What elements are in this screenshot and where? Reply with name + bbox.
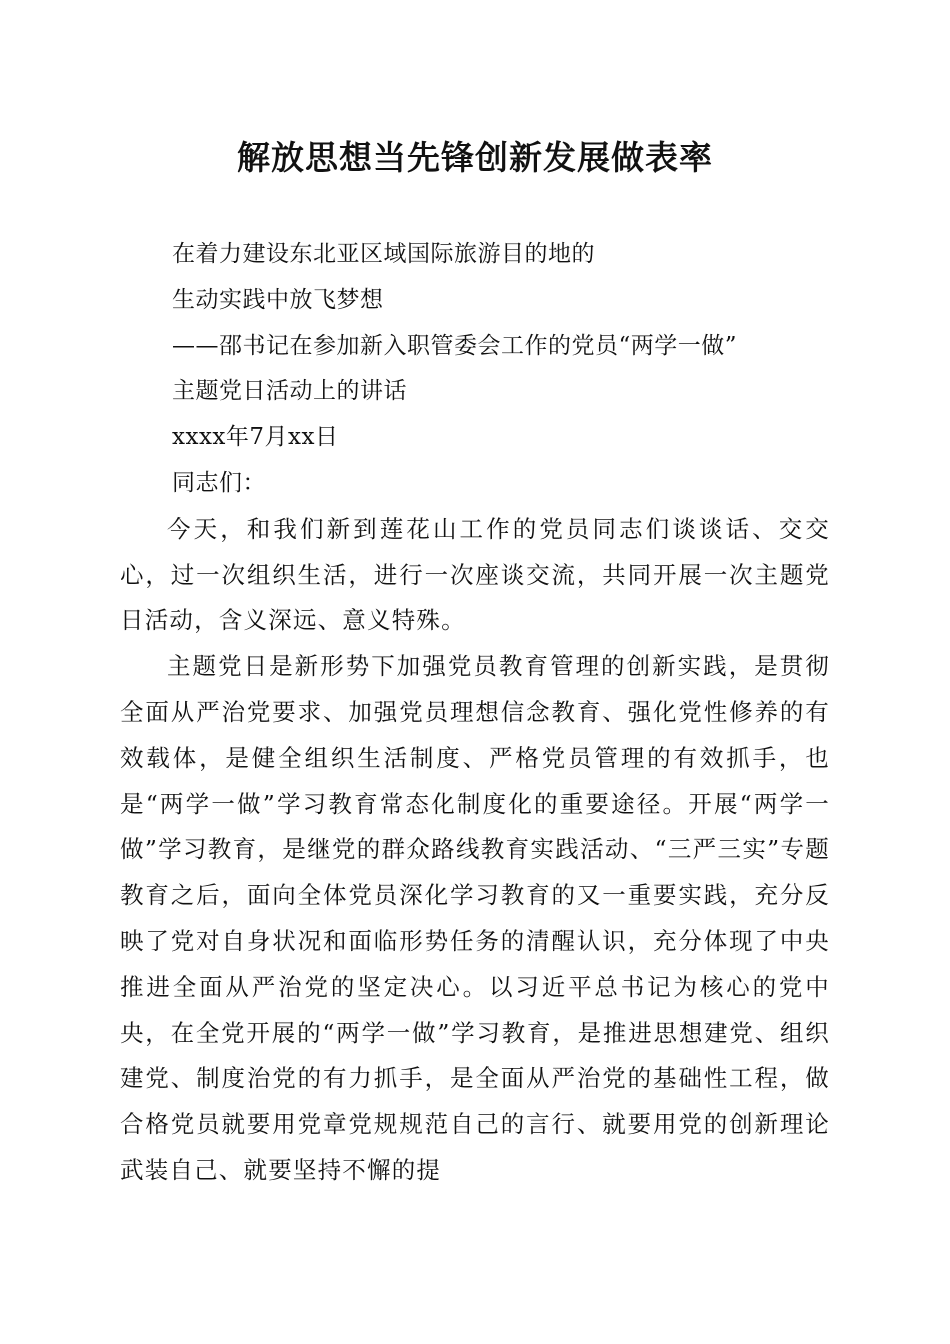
subtitle-line-2: 生动实践中放飞梦想 <box>172 286 384 313</box>
subtitle-line-1: 在着力建设东北亚区域国际旅游目的地的 <box>172 241 595 267</box>
document-body <box>120 232 830 1194</box>
body-paragraph-2: 主题党日是新形势下加强党员教育管理的创新实践，是贯彻全面从严治党要求、加强党员理想信念教育、强化党性修养的有效载体，是健全组织生活制度、严格党员管理的有效抓手，也是“两学一做”学习教育常态化制度化的重要途径。开展“两学一做”学习教育，是继党的群众路线教育实践活动、“三严三实”专题教育之后，面向全体党员深化学习教育的又一重要实践，充分反映了党对自身状况和面临形势任务的清醒认识，充分体现了中央推进全面从严治党的坚定决心。以习近平总书记为核心的党中央，在全党开展的“两学一做”学习教育，是推进思想建党、组织建党、制度治党的有力抓手，是全面从严治党的基础性工程，做合格党员就要用党章党规规范自己的言行、就要用党的创新理论武装自己、就要坚持不懈的提 <box>120 652 830 1184</box>
subtitle-line-3: ——邵书记在参加新入职管委会工作的党员“两学一做” <box>172 332 738 359</box>
subtitle-line-4: 主题党日活动上的讲话 <box>172 378 407 405</box>
document-title: 解放思想当先锋创新发展做表率 <box>237 138 713 177</box>
salutation: 同志们： <box>172 469 266 496</box>
body-paragraph-1: 今天，和我们新到莲花山工作的党员同志们谈谈话、交交心，过一次组织生活，进行一次座谈交流，共同开展一次主题党日活动，含义深远、意义特殊。 <box>120 514 830 635</box>
speech-date: xxxx年7月xx日 <box>172 424 339 451</box>
